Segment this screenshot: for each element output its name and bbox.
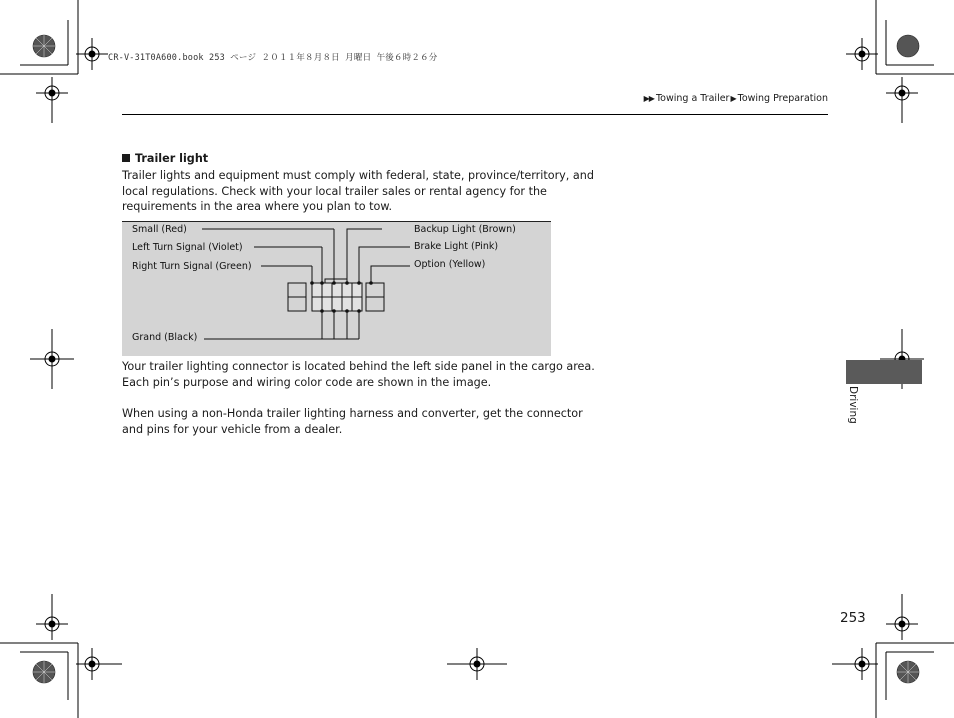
label-brake: Brake Light (Pink) bbox=[414, 241, 499, 252]
intro-line: local regulations. Check with your local trailer sales or rental agency for the bbox=[122, 184, 547, 198]
label-right-turn: Right Turn Signal (Green) bbox=[132, 261, 252, 272]
breadcrumb-current: Towing Preparation bbox=[737, 93, 828, 104]
intro-line: Trailer lights and equipment must comply with federal, state, province/territory, and bbox=[122, 169, 594, 182]
label-backup: Backup Light (Brown) bbox=[414, 224, 516, 235]
section-heading-text: Trailer light bbox=[135, 152, 209, 165]
connector-location-paragraph bbox=[122, 359, 595, 390]
chapter-tab-label: Driving bbox=[847, 386, 859, 424]
intro-line: requirements in the area where you plan to tow. bbox=[122, 200, 393, 213]
chapter-tab[interactable] bbox=[846, 360, 922, 384]
body-line: and pins for your vehicle from a dealer. bbox=[122, 422, 343, 436]
body-line: Each pin’s purpose and wiring color code are shown in the image. bbox=[122, 375, 492, 389]
leader-ground bbox=[204, 311, 322, 339]
section-heading bbox=[122, 152, 208, 165]
breadcrumb-separator-icon: ▶ bbox=[730, 94, 737, 103]
label-option: Option (Yellow) bbox=[414, 259, 486, 270]
label-small: Small (Red) bbox=[132, 224, 187, 235]
leader-backup bbox=[347, 229, 382, 283]
body-line: Your trailer lighting connector is located behind the left side panel in the cargo area. bbox=[122, 360, 595, 373]
leader-brake bbox=[359, 247, 410, 283]
connector-diagram bbox=[122, 221, 551, 356]
header-divider bbox=[122, 114, 828, 115]
leader-option bbox=[371, 266, 410, 283]
breadcrumb bbox=[644, 93, 828, 104]
intro-paragraph bbox=[122, 168, 594, 215]
breadcrumb-prefix-icon: ▶▶ bbox=[643, 94, 654, 103]
breadcrumb-parent[interactable]: Towing a Trailer bbox=[655, 93, 730, 104]
label-ground: Grand (Black) bbox=[132, 332, 198, 343]
bullet-square-icon bbox=[122, 154, 130, 162]
label-left-turn: Left Turn Signal (Violet) bbox=[132, 242, 243, 253]
dealer-paragraph bbox=[122, 406, 583, 437]
body-line: When using a non-Honda trailer lighting harness and converter, get the connector bbox=[122, 407, 583, 420]
print-header: CR-V-31T0A600.book 253 ページ ２０１１年８月８日 月曜日 午後６時２６分 bbox=[108, 53, 438, 63]
page-number: 253 bbox=[840, 610, 866, 626]
